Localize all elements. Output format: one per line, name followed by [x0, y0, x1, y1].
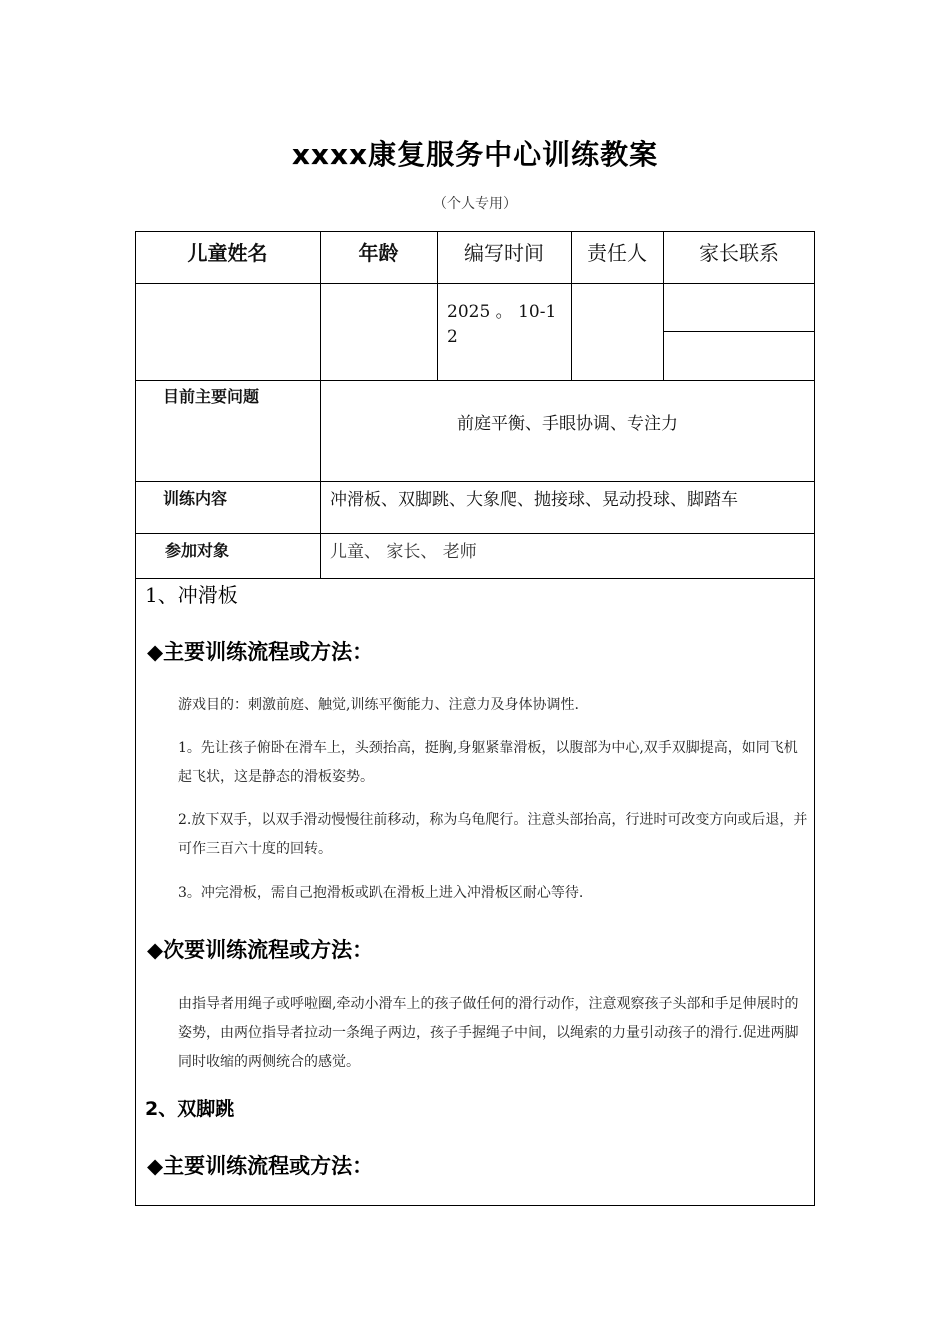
table-line: [135, 380, 815, 381]
document-subtitle: （个人专用）: [433, 196, 517, 212]
participants-label: 参加对象: [165, 541, 230, 560]
section-1-goal: 游戏目的：刺激前庭、触觉,训练平衡能力、注意力及身体协调性.: [178, 697, 579, 713]
table-line: [663, 331, 815, 332]
table-line: [135, 533, 815, 534]
date-value: 2025 。 10-12: [447, 302, 557, 347]
header-parent-contact: 家长联系: [699, 241, 779, 265]
header-child-name: 儿童姓名: [187, 241, 268, 265]
participants-value: 儿童、 家长、 老师: [330, 542, 477, 562]
table-line: [135, 283, 815, 284]
section-1-main-method-heading: ◆主要训练流程或方法：: [147, 640, 374, 664]
section-1-secondary-method-heading: ◆次要训练流程或方法：: [147, 938, 374, 962]
content-label: 训练内容: [163, 489, 228, 508]
section-1-step-2: 2.放下双手，以双手滑动慢慢往前移动，称为乌龟爬行。注意头部抬高，行进时可改变方向或后退，并可作三百六十度的回转。: [178, 812, 808, 857]
content-value: 冲滑板、双脚跳、大象爬、抛接球、晃动投球、脚踏车: [330, 490, 738, 510]
section-1-title: 1、冲滑板: [145, 583, 238, 607]
header-responsible: 责任人: [587, 241, 647, 265]
document-title: xxxx康复服务中心训练教案: [291, 138, 659, 171]
section-1-step-1: 1。先让孩子俯卧在滑车上，头颈抬高，挺胸,身躯紧靠滑板，以腹部为中心,双手双脚提高，如同飞机起飞状，这是静态的滑板姿势。: [178, 740, 798, 785]
problems-value: 前庭平衡、手眼协调、专注力: [457, 414, 678, 434]
header-write-time: 编写时间: [464, 241, 544, 265]
section-1-step-3: 3。冲完滑板，需自己抱滑板或趴在滑板上进入冲滑板区耐心等待.: [178, 885, 584, 901]
table-line: [135, 481, 815, 482]
section-2-title: 2、双脚跳: [145, 1098, 235, 1120]
table-line: [320, 231, 321, 579]
section-1-secondary-text: 由指导者用绳子或呼啦圈,牵动小滑车上的孩子做任何的滑行动作，注意观察孩子头部和手足伸展时的姿势，由两位指导者拉动一条绳子两边，孩子手握绳子中间，以绳索的力量引动孩子的滑行.促进两脚同时收缩的两侧统合的感觉。: [178, 996, 799, 1070]
header-age: 年龄: [358, 241, 399, 265]
problems-label: 目前主要问题: [163, 387, 260, 406]
section-2-main-method-heading: ◆主要训练流程或方法：: [147, 1154, 374, 1178]
